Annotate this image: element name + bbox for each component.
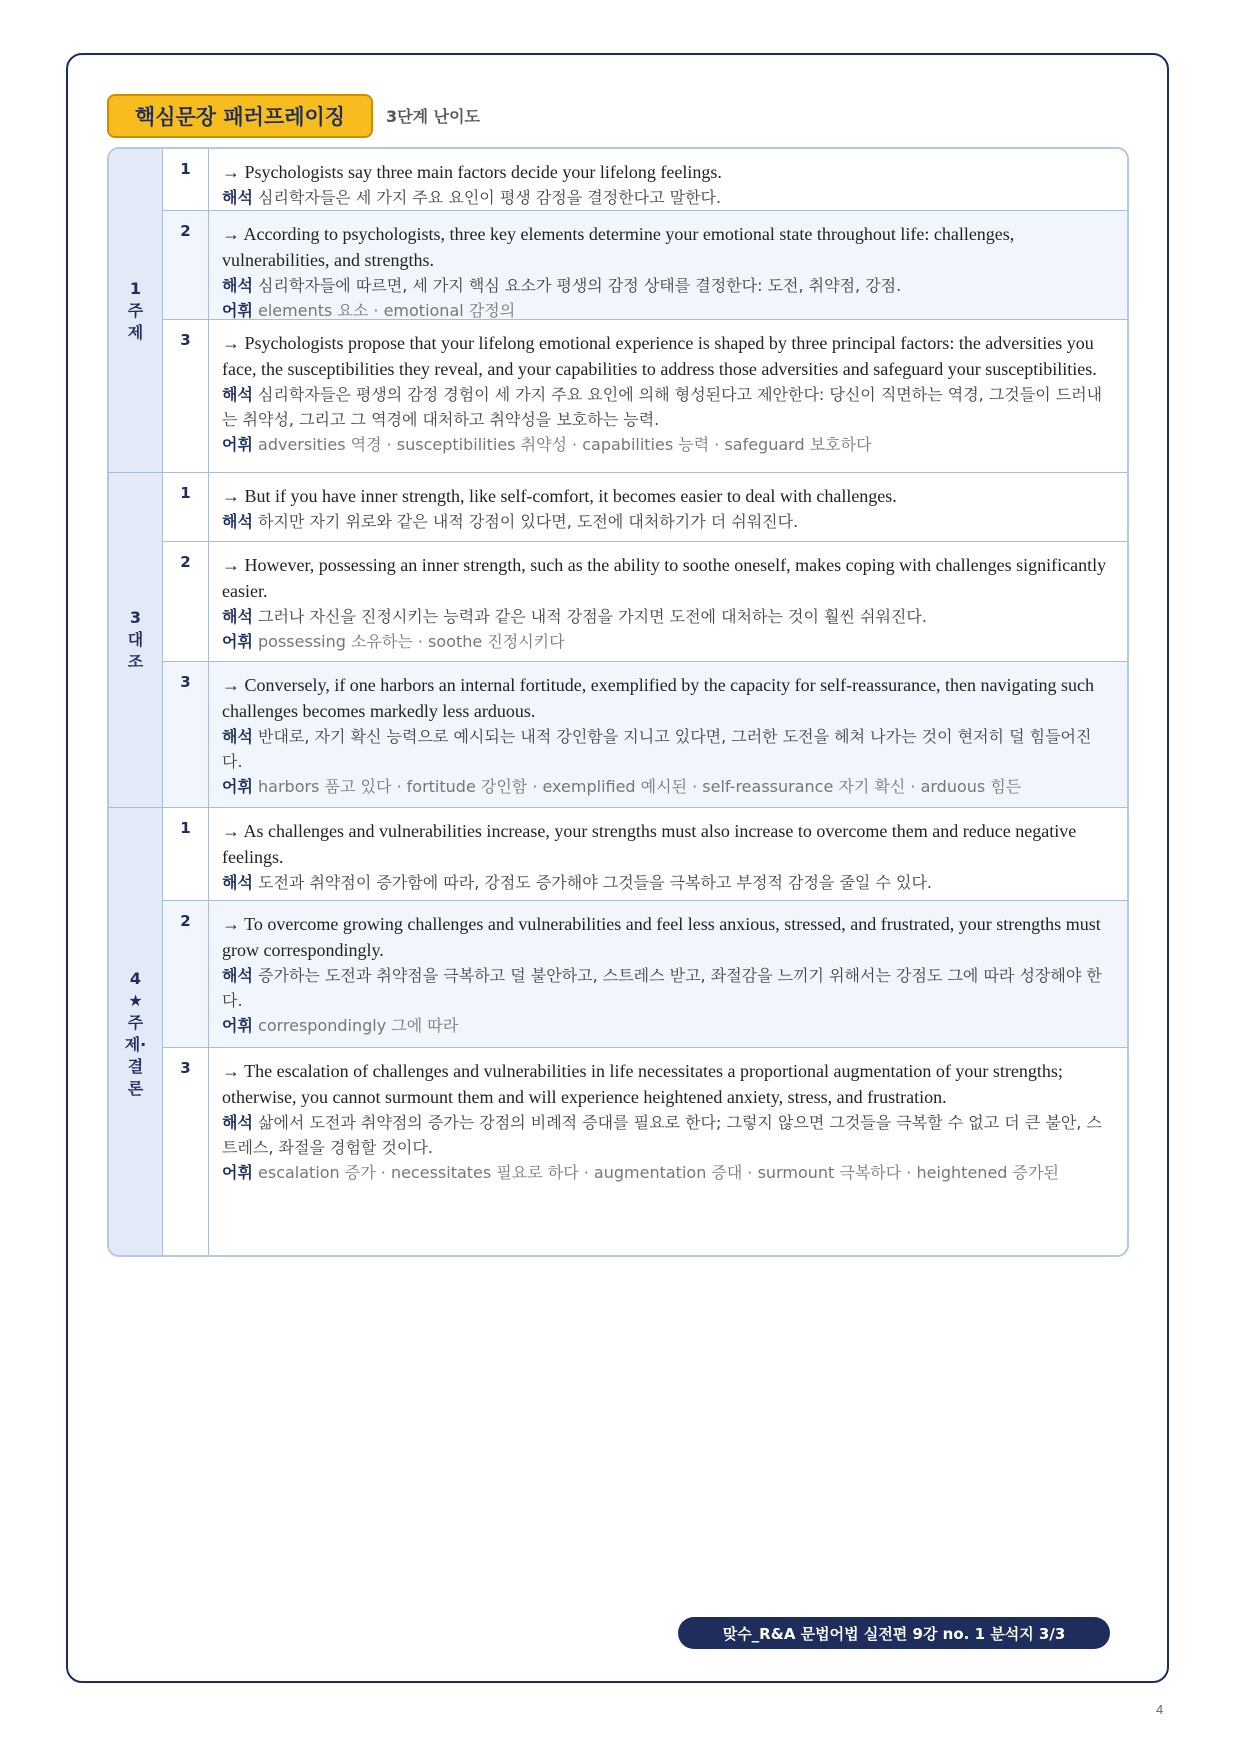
- translation-line: 해석 도전과 취약점이 증가함에 따라, 강점도 증가해야 그것들을 극복하고 부정적 감정을 줄일 수 있다.: [222, 873, 933, 892]
- row-number: 3: [163, 1048, 209, 1257]
- vocab-line: 어휘 correspondingly 그에 따라: [222, 1016, 459, 1035]
- translation-line: 해석 삶에서 도전과 취약점의 증가는 강점의 비례적 증대를 필요로 한다; 그렇지 않으면 그것들을 극복할 수 없고 더 큰 불안, 스트레스, 좌절을 경험할 것이다.: [222, 1113, 1102, 1157]
- row-number: 1: [163, 149, 209, 210]
- english-sentence: → Psychologists propose that your lifelong emotional experience is shaped by three principal factors: the adversities you face, the susceptibilities they reveal, and your capabilities to address those adversities and safeguard your susceptibilities.: [222, 333, 1097, 379]
- paraphrase-table: [107, 147, 1129, 1257]
- translation-line: 해석 하지만 자기 위로와 같은 내적 강점이 있다면, 도전에 대처하기가 더 쉬워진다.: [222, 512, 799, 531]
- table-row: [163, 661, 1127, 808]
- english-sentence: → But if you have inner strength, like self-comfort, it becomes easier to deal with challenges.: [222, 486, 897, 506]
- row-number: 3: [163, 320, 209, 472]
- row-number: 2: [163, 901, 209, 1047]
- table-row: [163, 808, 1127, 900]
- english-sentence: → According to psychologists, three key elements determine your emotional state throughout life: challenges, vulnerabilities, and strengths.: [222, 224, 1015, 270]
- translation-line: 해석 반대로, 자기 확신 능력으로 예시되는 내적 강인함을 지니고 있다면, 그러한 도전을 헤쳐 나가는 것이 현저히 덜 힘들어진다.: [222, 727, 1092, 771]
- section-label: 4 ★ 주 제· 결 론: [109, 808, 163, 1257]
- vocab-line: 어휘 adversities 역경 · susceptibilities 취약성 · capabilities 능력 · safeguard 보호하다: [222, 435, 872, 454]
- table-row: [163, 473, 1127, 541]
- english-sentence: → The escalation of challenges and vulnerabilities in life necessitates a proportional augmentation of your strengths; otherwise, you cannot surmount them and will experience heightened anxiety, stress, and frustration.: [222, 1061, 1063, 1107]
- english-sentence: → However, possessing an inner strength, such as the ability to soothe oneself, makes coping with challenges significantly easier.: [222, 555, 1107, 601]
- section-title: 핵심문장 패러프레이징: [107, 94, 373, 138]
- english-sentence: → Conversely, if one harbors an internal fortitude, exemplified by the capacity for self-reassurance, then navigating such challenges becomes markedly less arduous.: [222, 675, 1095, 721]
- footer-label: 맞수_R&A 문법어법 실전편 9강 no. 1 분석지 3/3: [678, 1617, 1110, 1649]
- row-number: 2: [163, 542, 209, 661]
- row-number: 1: [163, 808, 209, 900]
- table-row: [163, 900, 1127, 1047]
- row-number: 3: [163, 662, 209, 808]
- vocab-line: 어휘 elements 요소 · emotional 감정의: [222, 301, 516, 320]
- translation-line: 해석 심리학자들은 평생의 감정 경험이 세 가지 주요 요인에 의해 형성된다고 제안한다: 당신이 직면하는 역경, 그것들이 드러내는 취약성, 그리고 그 역경에 대처하고 취약성을 보호하는 능력.: [222, 385, 1103, 429]
- english-sentence: → As challenges and vulnerabilities increase, your strengths must also increase to overcome them and reduce negative feelings.: [222, 821, 1077, 867]
- translation-line: 해석 그러나 자신을 진정시키는 능력과 같은 내적 강점을 가지면 도전에 대처하는 것이 훨씬 쉬워진다.: [222, 607, 927, 626]
- table-row: [163, 541, 1127, 661]
- vocab-line: 어휘 possessing 소유하는 · soothe 진정시키다: [222, 632, 565, 651]
- translation-line: 해석 증가하는 도전과 취약점을 극복하고 덜 불안하고, 스트레스 받고, 좌절감을 느끼기 위해서는 강점도 그에 따라 성장해야 한다.: [222, 966, 1102, 1010]
- section-contrast: [109, 472, 1127, 807]
- table-row: [163, 210, 1127, 319]
- table-row: [163, 1047, 1127, 1257]
- vocab-line: 어휘 escalation 증가 · necessitates 필요로 하다 · augmentation 증대 · surmount 극복하다 · heightened 증가된: [222, 1163, 1059, 1182]
- english-sentence: → To overcome growing challenges and vulnerabilities and feel less anxious, stressed, and frustrated, your strengths must grow correspondingly.: [222, 914, 1101, 960]
- translation-line: 해석 심리학자들에 따르면, 세 가지 핵심 요소가 평생의 감정 상태를 결정한다: 도전, 취약점, 강점.: [222, 276, 902, 295]
- difficulty-label: 3단계 난이도: [386, 107, 480, 126]
- section-label: 3 대 조: [109, 473, 163, 807]
- table-row: [163, 319, 1127, 472]
- page-number: 4: [1156, 1702, 1164, 1717]
- row-number: 1: [163, 473, 209, 541]
- row-number: 2: [163, 211, 209, 319]
- vocab-line: 어휘 harbors 품고 있다 · fortitude 강인함 · exemplified 예시된 · self-reassurance 자기 확신 · arduous 힘든: [222, 777, 1022, 796]
- translation-line: 해석 심리학자들은 세 가지 주요 요인이 평생 감정을 결정한다고 말한다.: [222, 188, 722, 207]
- english-sentence: → Psychologists say three main factors decide your lifelong feelings.: [222, 162, 722, 182]
- section-label: 1 주 제: [109, 149, 163, 472]
- section-topic: [109, 149, 1127, 472]
- table-row: [163, 149, 1127, 210]
- section-conclusion: [109, 807, 1127, 1257]
